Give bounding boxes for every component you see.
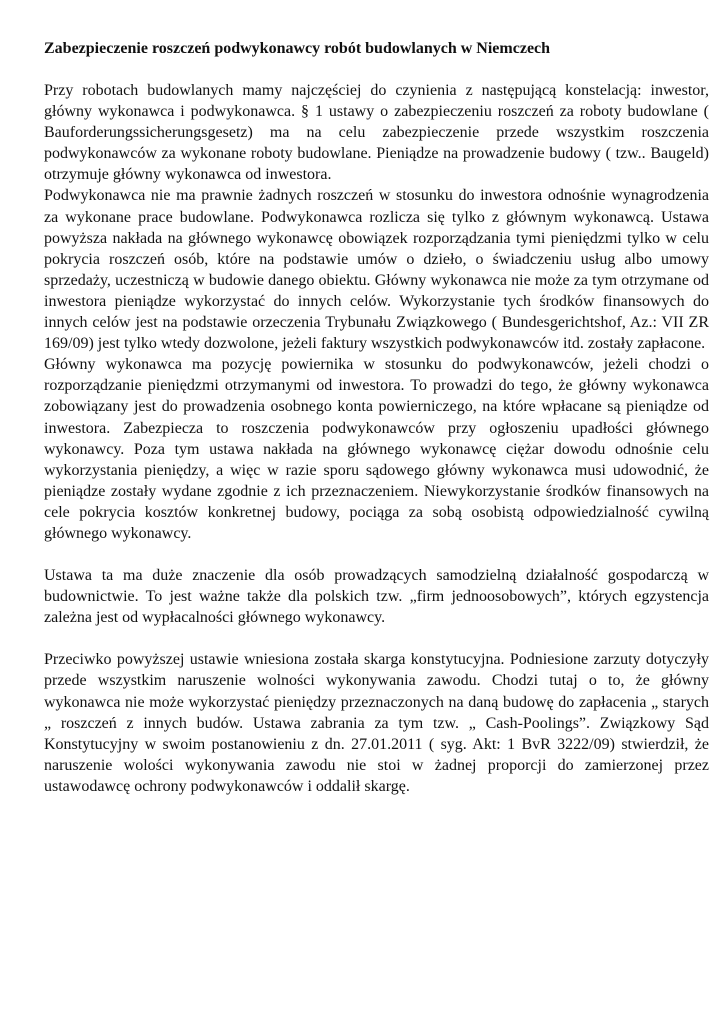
- paragraph-significance: Ustawa ta ma duże znaczenie dla osób prowadzących samodzielną działalność gospodarczą w budownictwie. To jest ważne także dla polskich tzw. „firm jednoosobowych”, których egzystencja zależna jest od wypłacalności głównego wykonawcy.: [44, 567, 709, 627]
- document-page: [44, 38, 709, 797]
- paragraph-intro: Przy robotach budowlanych mamy najczęściej do czynienia z następującą konstelacją: inwestor, główny wykonawca i podwykonawca. § 1 ustawy o zabezpieczeniu roszczeń za roboty budowlane ( Bauforderungssicherungsgesetz) ma na celu zabezpieczenie przede wszystkim roszczenia podwykonawców za wykonane roboty budowlane. Pieniądze na prowadzenie budowy ( tzw.. Baugeld) otrzymuje główny wykonawca od inwestora.: [44, 82, 709, 184]
- paragraph-constitutional-complaint: Przeciwko powyższej ustawie wniesiona została skarga konstytucyjna. Podniesione zarzuty dotyczyły przede wszystkim naruszenie wolności wykonywania zawodu. Chodzi tutaj o to, że główny wykonawca nie może wykorzystać pieniędzy przeznaczonych na daną budowę do zapłacenia „ starych „ roszczeń z innych budów. Ustawa zabrania za tym tzw. „ Cash-Poolings”. Związkowy Sąd Konstytucyjny w swoim postanowieniu z dn. 27.01.2011 ( syg. Akt: 1 BvR 3222/09) stwierdził, że naruszenie wolości wykonywania zawodu nie stoi w żadnej proporcji do zamierzonej przez ustawodawcę ochrony podwykonawców i oddalił skargę.: [44, 651, 709, 795]
- paragraph-spacer: [44, 628, 709, 649]
- paragraph-spacer: [44, 544, 709, 565]
- paragraph-subcontractor-claims: Podwykonawca nie ma prawnie żadnych roszczeń w stosunku do inwestora odnośnie wynagrodzenia za wykonane prace budowlane. Podwykonawca rozlicza się tylko z głównym wykonawcą. Ustawa powyższa nakłada na głównego wykonawcę obowiązek rozporządzania tymi pieniędzmi tylko w celu pokrycia roszczeń osób, które na podstawie umów o dzieło, o świadczeniu usług albo umowy sprzedaży, uczestniczą w budowie danego obiektu. Główny wykonawca nie może za tym otrzymane od inwestora pieniądze wykorzystać do innych celów. Wykorzystanie tych środków finansowych do innych celów jest na podstawie orzeczenia Trybunału Związkowego ( Bundesgerichtshof, Az.: VII ZR 169/09) jest tylko wtedy dozwolone, jeżeli faktury wszystkich podwykonawców itd. zostały zapłacone.: [44, 187, 709, 353]
- document-title: Zabezpieczenie roszczeń podwykonawcy robót budowlanych w Niemczech: [44, 40, 551, 57]
- paragraph-trustee-position: Główny wykonawca ma pozycję powiernika w stosunku do podwykonawców, jeżeli chodzi o rozporządzanie pieniędzmi otrzymanymi od inwestora. To prowadzi do tego, że główny wykonawca zobowiązany jest do prowadzenia osobnego konta powierniczego, na które wpłacane są pieniądze od inwestora. Zabezpiecza to roszczenia podwykonawców przy ogłoszeniu upadłości głównego wykonawcy. Poza tym ustawa nakłada na głównego wykonawcę ciężar dowodu odnośnie celu wykorzystania pieniędzy, a więc w razie sporu sądowego główny wykonawca musi udowodnić, że pieniądze zostały wydane zgodnie z ich przeznaczeniem. Niewykorzystanie środków finansowych na cele pokrycia kosztów konkretnej budowy, pociąga za sobą osobistą odpowiedzialność cywilną głównego wykonawcy.: [44, 356, 709, 542]
